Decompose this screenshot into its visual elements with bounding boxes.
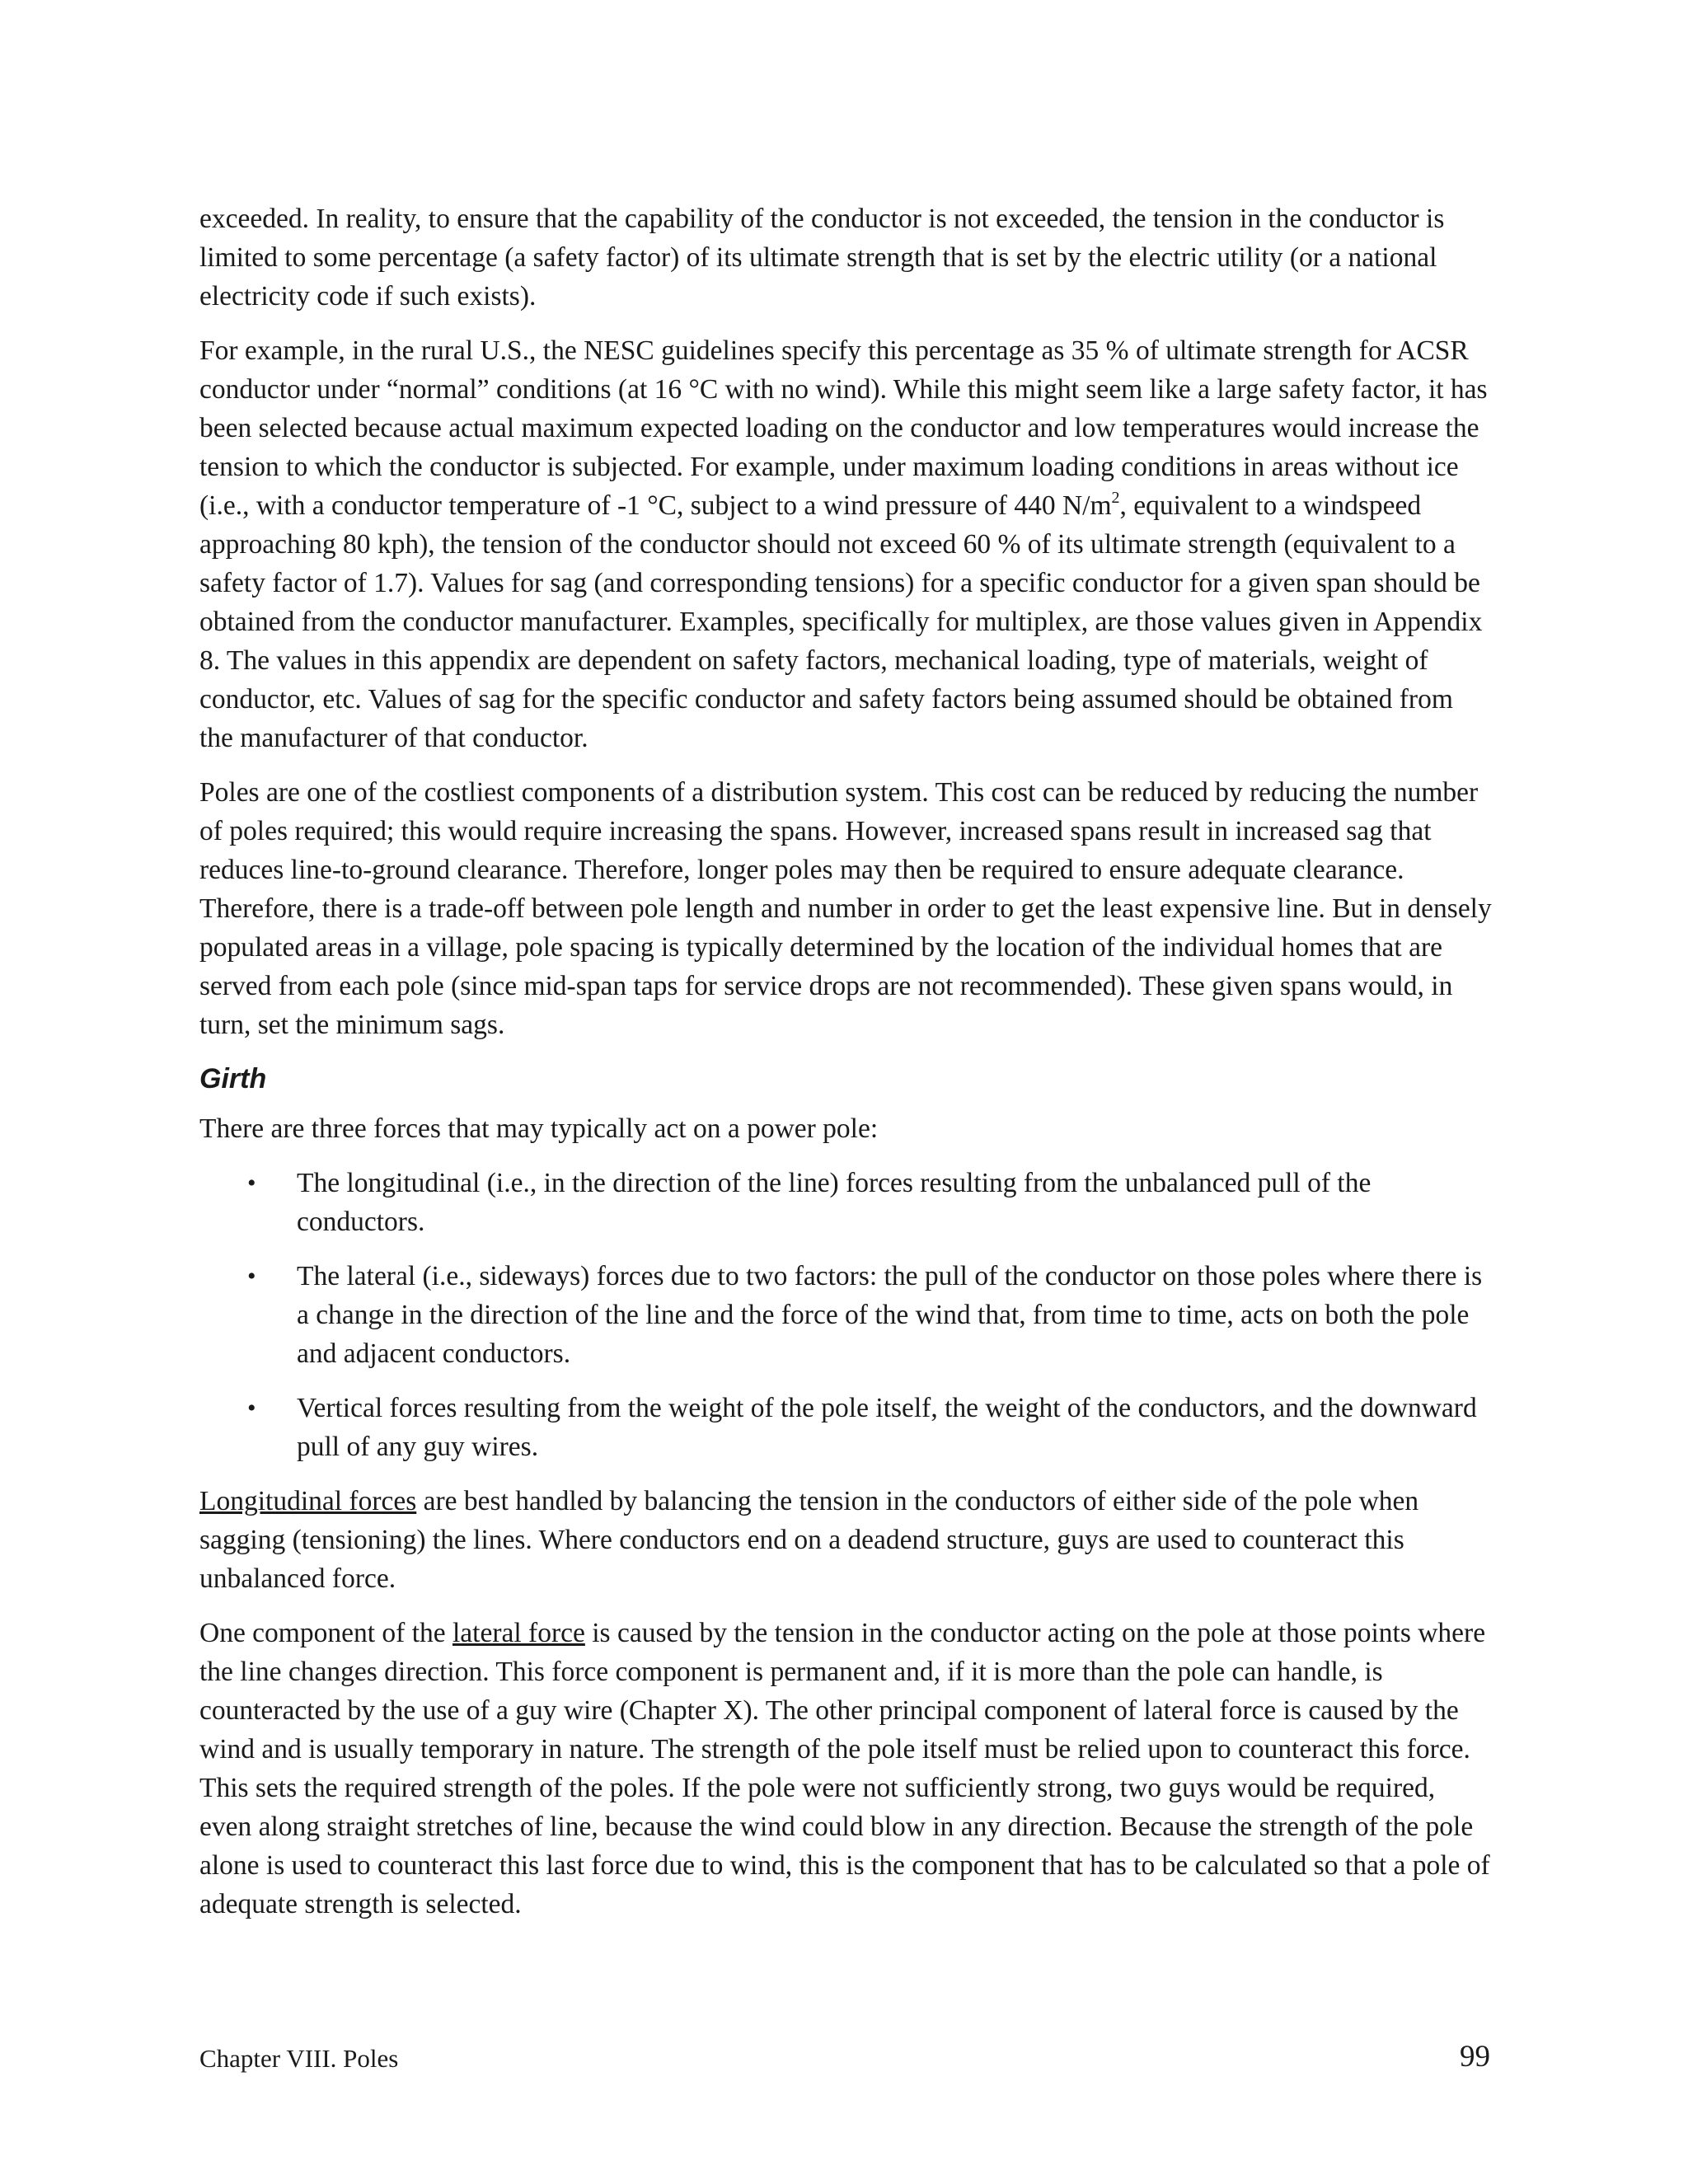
paragraph-text: exceeded. In reality, to ensure that the capability of the conductor is not exceeded, the tension in the conductor is limited to some percentage (a safety factor) of its ultimate strength that is set by the electric utility (or a national electricity code if such exists). (199, 204, 1445, 312)
term-lateral-force: lateral force (452, 1618, 585, 1648)
paragraph-text: are best handled by balancing the tension in the conductors of either side of the pole when sagging (tensioning) the lines. Where conductors end on a deadend structure, guys are used to counteract this unbalanced force. (199, 1486, 1419, 1594)
bullet-icon: • (247, 1394, 256, 1422)
paragraph-text-part-2: , equivalent to a windspeed approaching 80 kph), the tension of the conductor should not exceed 60 % of its ultimate strength (equivalent to a safety factor of 1.7). Values for sag (and corresponding tensions) for a specific conductor for a given span should be obtained from the conductor manufacturer. Examples, specifically for multiplex, are those values given in Appendix 8. The values in this appendix are dependent on safety factors, mechanical loading, type of materials, weight of conductor, etc. Values of sag for the specific conductor and safety factors being assumed should be obtained from the manufacturer of that conductor. (199, 490, 1483, 753)
bullet-item-vertical (199, 1389, 1492, 1466)
bullet-item-longitudinal (199, 1164, 1492, 1241)
section-heading-girth: Girth (199, 1063, 267, 1094)
bullet-text: Vertical forces resulting from the weight of the pole itself, the weight of the conductors, and the downward pull of any guy wires. (297, 1393, 1477, 1462)
paragraph-pole-cost (199, 773, 1492, 1044)
paragraph-forces-intro (199, 1109, 1492, 1148)
bullet-item-lateral (199, 1257, 1492, 1373)
paragraph-text: is caused by the tension in the conductor acting on the pole at those points where the line changes direction. This force component is permanent and, if it is more than the pole can handle, is counteracted by the use of a guy wire (Chapter X). The other principal component of lateral force is caused by the wind and is usually temporary in nature. The strength of the pole itself must be relied upon to counteract this force. This sets the required strength of the poles. If the pole were not sufficiently strong, two guys would be required, even along straight stretches of line, because the wind could blow in any direction. Because the strength of the pole alone is used to counteract this last force due to wind, this is the component that has to be calculated so that a pole of adequate strength is selected. (199, 1618, 1490, 1919)
bullet-icon: • (247, 1263, 256, 1290)
footer-chapter-title: Chapter VIII. Poles (199, 2044, 399, 2073)
page-body (199, 199, 1492, 1939)
bullet-text: The longitudinal (i.e., in the direction of the line) forces resulting from the unbalanced pull of the conductors. (297, 1168, 1372, 1237)
footer-page-number: 99 (1460, 2040, 1490, 2074)
bullet-icon: • (247, 1169, 256, 1197)
bullet-text: The lateral (i.e., sideways) forces due to two factors: the pull of the conductor on those poles where there is a change in the direction of the line and the force of the wind that, from time to time, acts on both the pole and adjacent conductors. (297, 1261, 1483, 1369)
paragraph-longitudinal-forces (199, 1482, 1492, 1598)
paragraph-text-start: One component of the (199, 1618, 452, 1648)
forces-bullet-list (199, 1164, 1492, 1466)
term-longitudinal-forces: Longitudinal forces (199, 1486, 417, 1516)
paragraph-conductor-tension (199, 199, 1492, 316)
paragraph-text-part-1: For example, in the rural U.S., the NESC guidelines specify this percentage as 35 % of ultimate strength for ACSR conductor under “normal” conditions (at 16 °C with no wind). While this might seem like a large safety factor, it has been selected because actual maximum expected loading on the conductor and low temperatures would increase the tension to which the conductor is subjected. For example, under maximum loading conditions in areas without ice (i.e., with a conductor temperature of -1 °C, subject to a wind pressure of 440 N/m (199, 335, 1488, 521)
paragraph-nesc-example (199, 331, 1492, 757)
paragraph-text: Poles are one of the costliest components of a distribution system. This cost can be reduced by reducing the number of poles required; this would require increasing the spans. However, increased spans result in increased sag that reduces line-to-ground clearance. Therefore, longer poles may then be required to ensure adequate clearance. Therefore, there is a trade-off between pole length and number in order to get the least expensive line. But in densely populated areas in a village, pole spacing is typically determined by the location of the individual homes that are served from each pole (since mid-span taps for service drops are not recommended). These given spans would, in turn, set the minimum sags. (199, 777, 1492, 1040)
superscript-squared: 2 (1111, 488, 1120, 507)
paragraph-lateral-force (199, 1614, 1492, 1924)
paragraph-text: There are three forces that may typically act on a power pole: (199, 1113, 879, 1144)
